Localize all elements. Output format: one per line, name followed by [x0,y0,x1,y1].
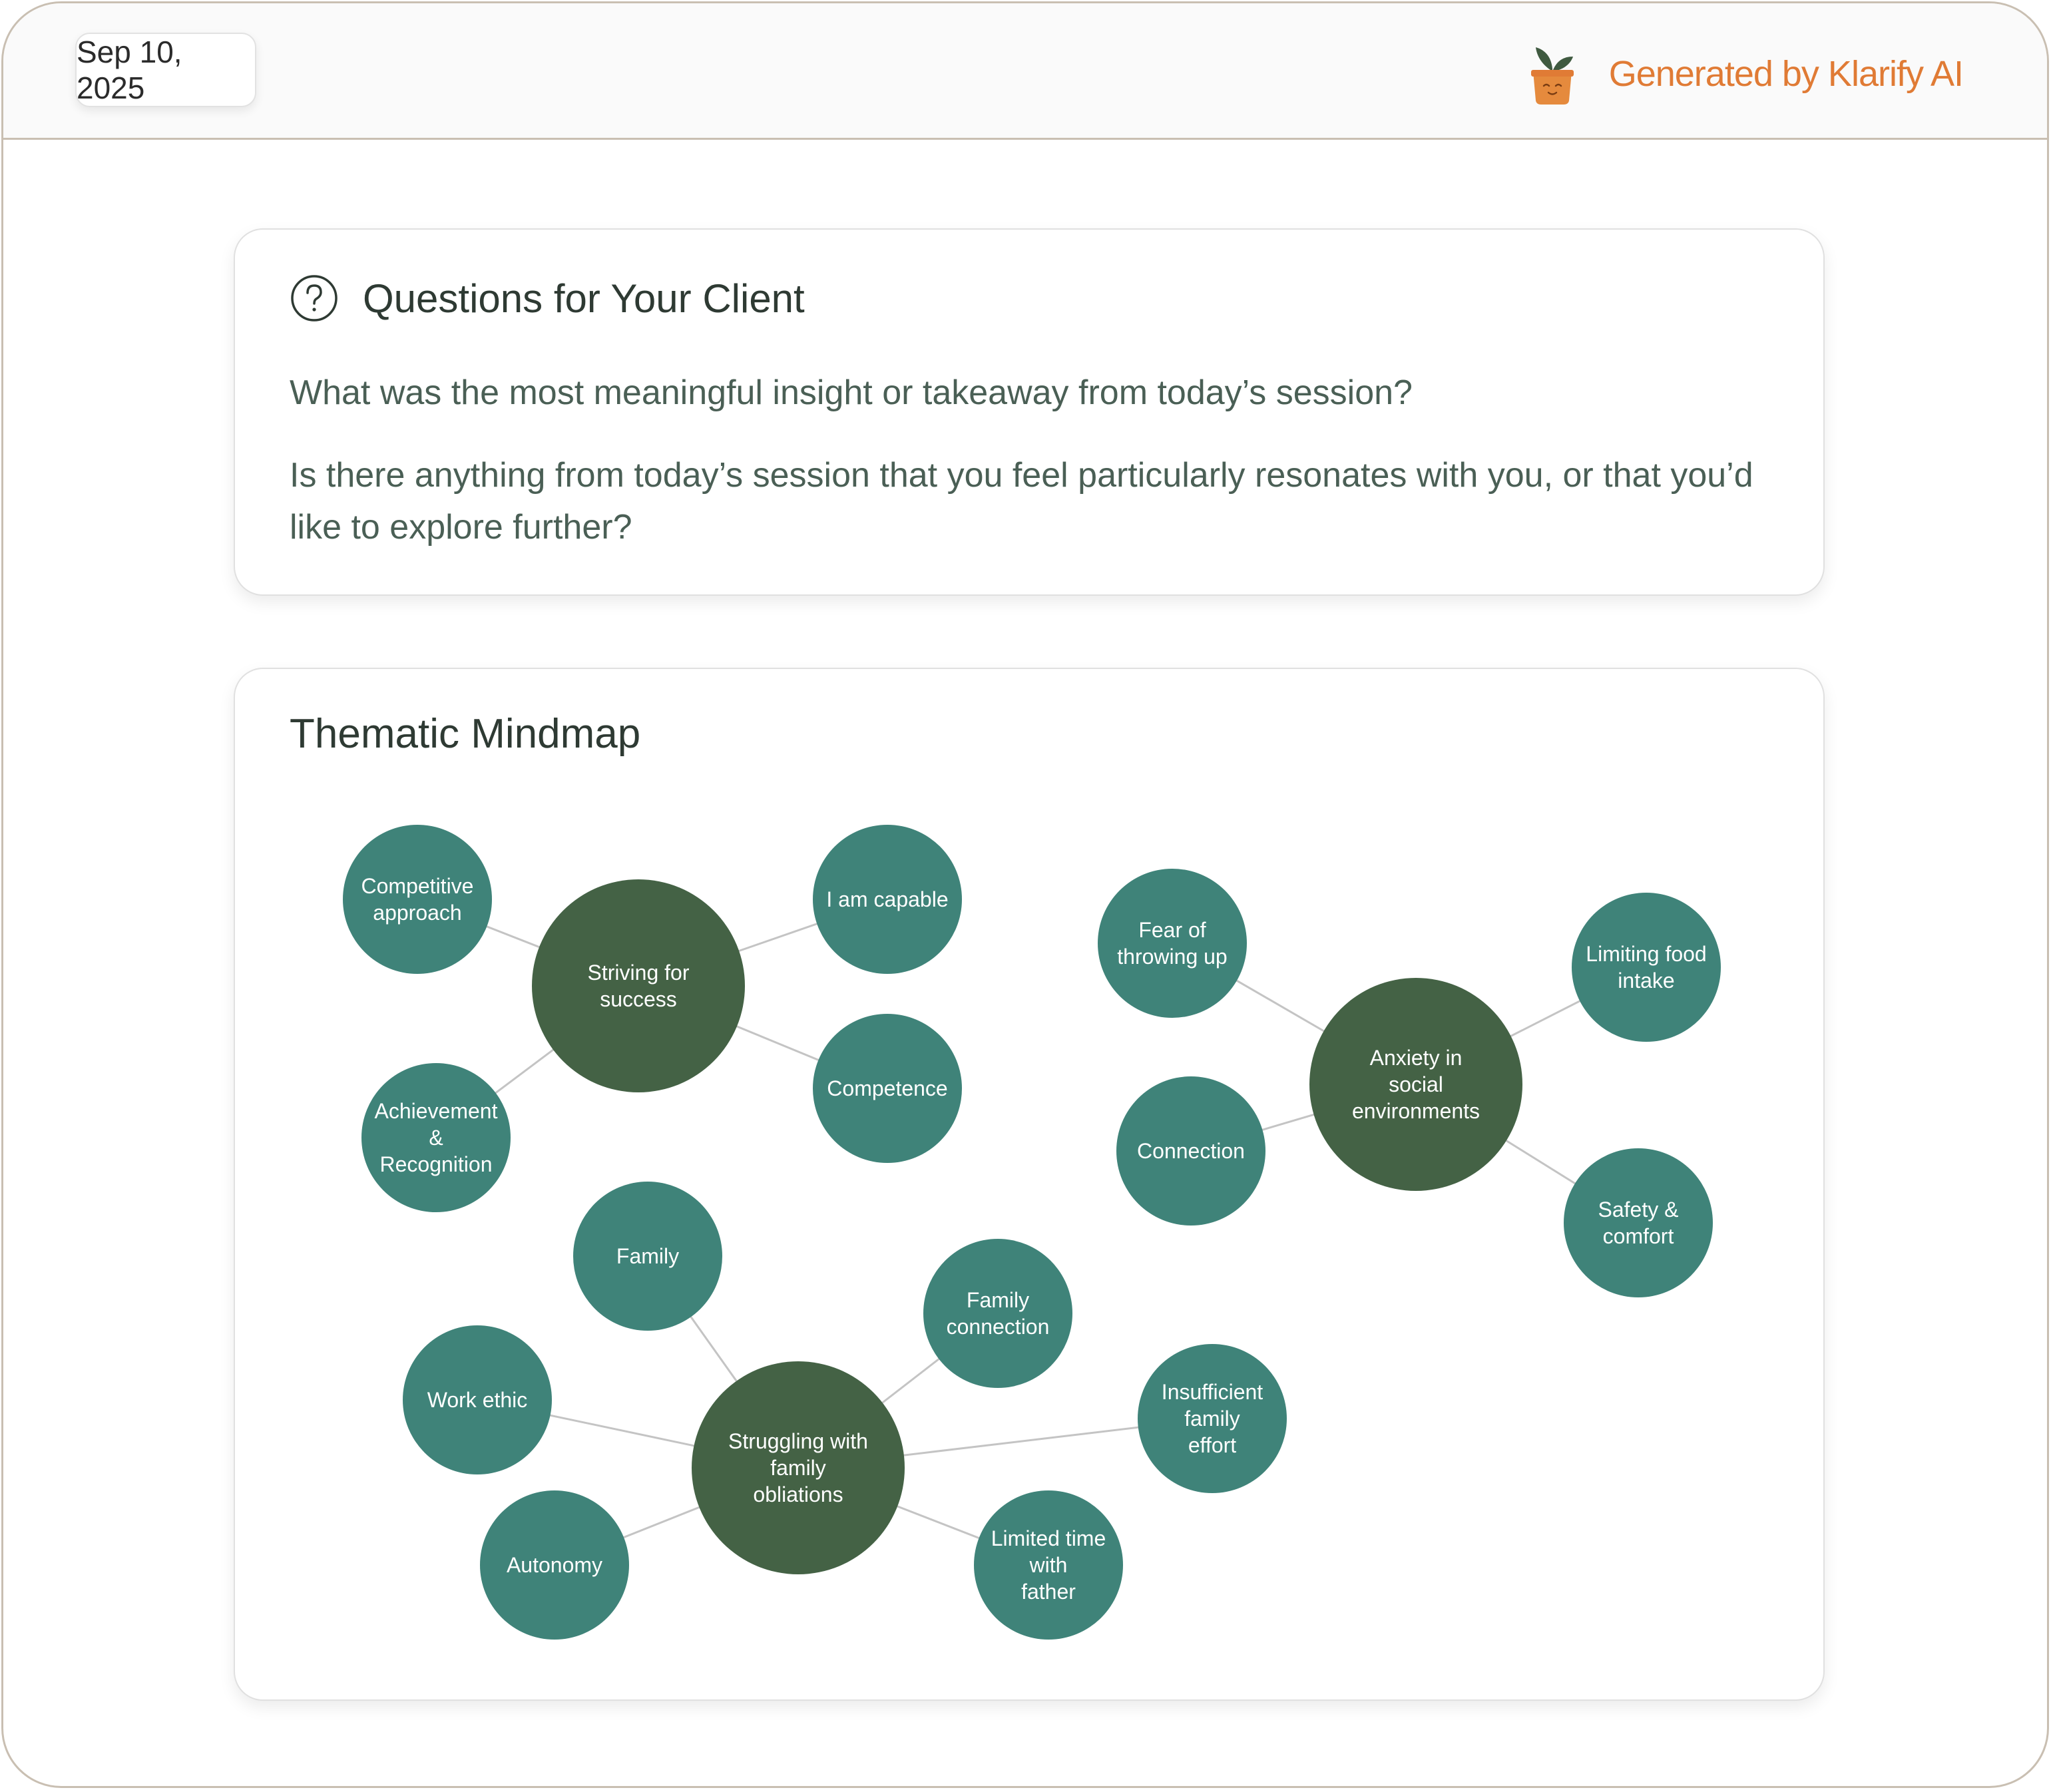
mindmap-card [234,668,1825,1701]
mindmap-subtopic-node-label: Work ethic [427,1388,528,1413]
mindmap-subtopic-node-label: Family [616,1244,680,1269]
mindmap-subtopic-node [974,1490,1123,1640]
mindmap-nodes [343,825,1721,1640]
mindmap-subtopic-node-circle [1572,893,1721,1042]
mindmap-subtopic-node [1572,893,1721,1042]
mindmap-subtopic-node [813,1014,962,1163]
mindmap-subtopic-node-label: Fear of throwing up [1117,918,1228,969]
mindmap-subtopic-node [403,1325,552,1474]
mindmap-subtopic-node [1116,1076,1265,1226]
question-circle-icon [290,274,339,323]
top-bar [3,3,2047,140]
brand [1529,41,1963,107]
mindmap-subtopic-node-label: Limiting food intake [1586,942,1707,993]
mindmap-title: Thematic Mindmap [290,711,641,757]
mindmap-subtopic-node [923,1239,1072,1388]
mindmap-subtopic-node-circle [1564,1148,1713,1297]
questions-header [290,274,805,323]
mindmap-subtopic-node [480,1490,629,1640]
mindmap-subtopic-node-label: Autonomy [506,1553,603,1578]
mindmap-central-node-label: Striving for success [587,961,690,1012]
mindmap-central-node [692,1361,905,1574]
mindmap-subtopic-node-label: Competence [827,1076,948,1101]
questions-card [234,228,1825,596]
mindmap-subtopic-node [1098,869,1247,1018]
question-item: Is there anything from today’s session that you feel particularly resonates with you, or that you’d like to explore further? [290,456,1753,547]
mindmap-subtopic-node [361,1063,511,1212]
mindmap-subtopic-node-label: Insufficient family effort [1161,1380,1263,1458]
mindmap-central-node-circle [532,879,745,1092]
mindmap-subtopic-node [1564,1148,1713,1297]
mindmap-subtopic-node-label: Competitive approach [361,874,474,925]
questions-title: Questions for Your Client [363,276,805,321]
question-item: What was the most meaningful insight or takeaway from today’s session? [290,373,1413,412]
plant-pot-icon [1529,42,1576,106]
mindmap-subtopic-node-label: Limited time with father [991,1526,1106,1604]
mindmap-subtopic-node [573,1182,722,1331]
mindmap-subtopic-node-label: Achievement & Recognition [374,1099,498,1177]
report-frame [1,1,2049,1788]
mindmap-subtopic-node-circle [923,1239,1072,1388]
mindmap-subtopic-node [343,825,492,974]
mindmap-subtopic-node-circle [1098,869,1247,1018]
mindmap-central-node-label: Struggling with family obliations [728,1429,868,1507]
mindmap-subtopic-node-circle [343,825,492,974]
mindmap-central-node [532,879,745,1092]
brand-label: Generated by Klarify AI [1608,54,1963,94]
mindmap-subtopic-node-label: I am capable [826,887,949,912]
mindmap-subtopic-node-label: Safety & comfort [1598,1198,1679,1249]
mindmap-central-node [1309,978,1522,1191]
mindmap-subtopic-node-label: Family connection [946,1288,1050,1339]
mindmap-diagram [235,669,1826,1702]
mindmap-subtopic-node-label: Connection [1137,1139,1245,1164]
session-date: Sep 10, 2025 [75,33,256,107]
mindmap-subtopic-node [1138,1344,1287,1493]
mindmap-subtopic-node [813,825,962,974]
mindmap-central-node-label: Anxiety in social environments [1351,1046,1481,1124]
